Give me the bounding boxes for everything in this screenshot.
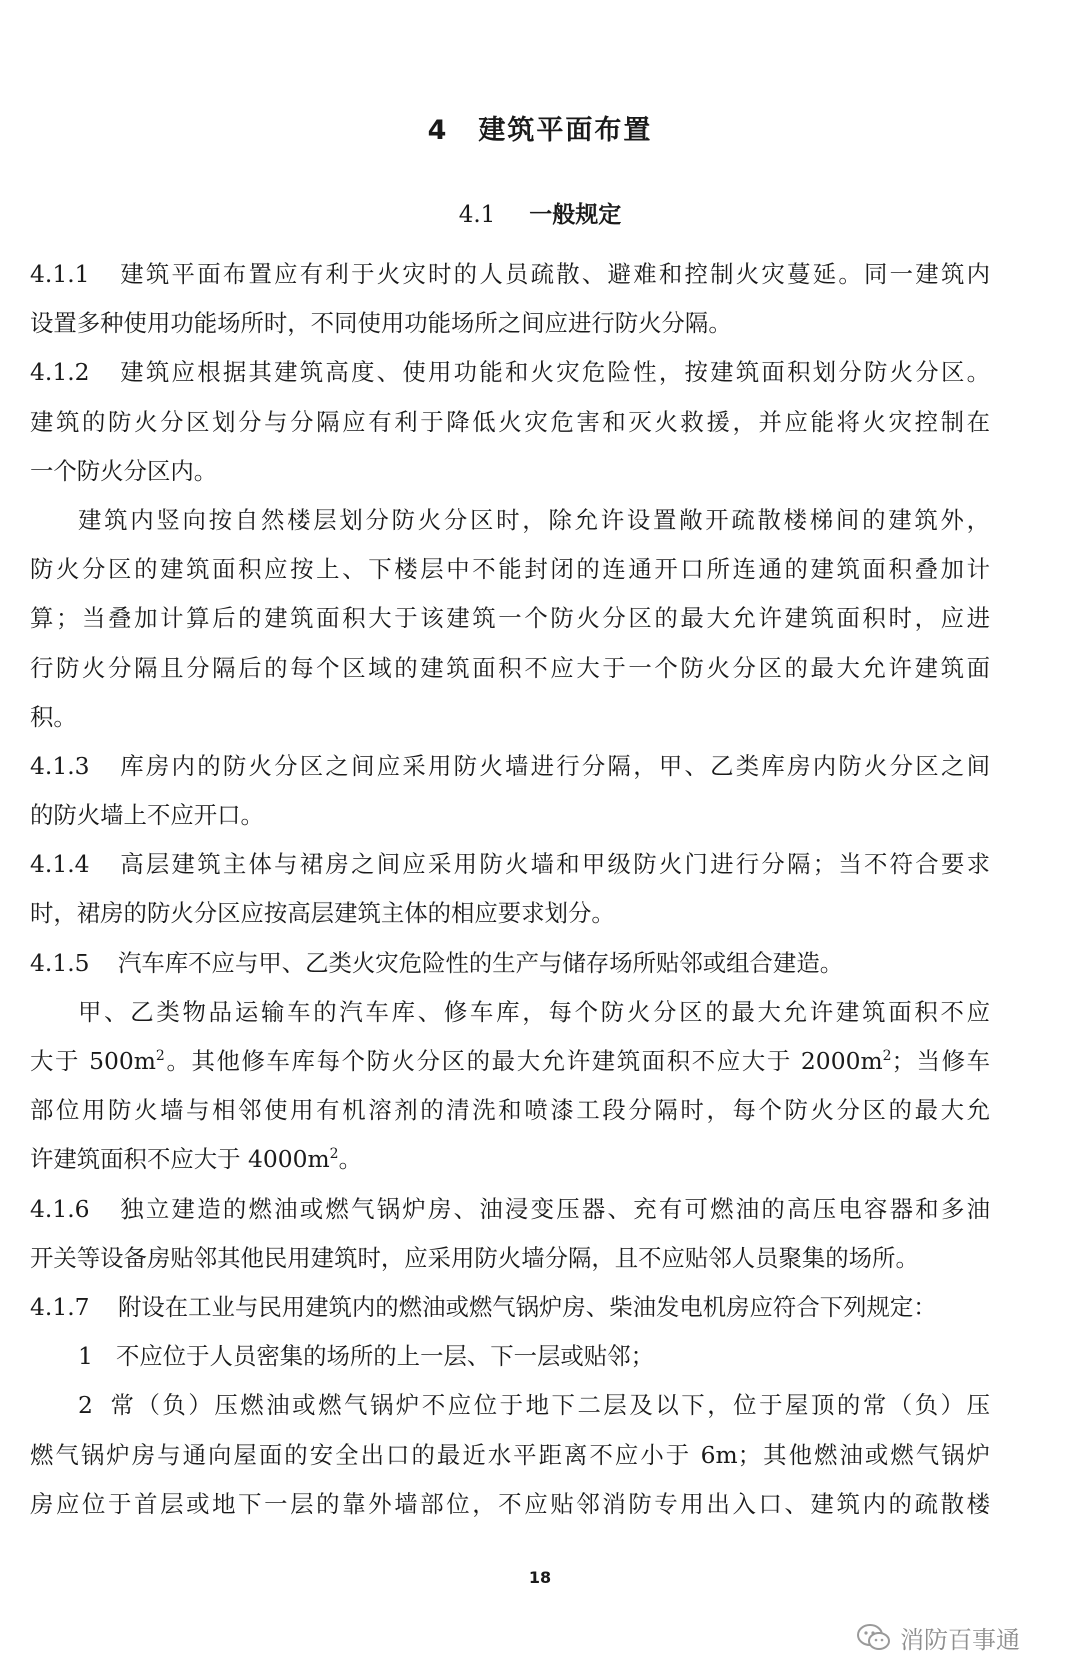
clause-4-1-2-para2-line-3: 算；当叠加计算后的建筑面积大于该建筑一个防火分区的最大允许建筑面积时，应进 (30, 604, 990, 633)
clause-4-1-4-line-2: 时，裙房的防火分区应按高层建筑主体的相应要求划分。 (30, 899, 615, 928)
clause-4-1-3-line-2: 的防火墙上不应开口。 (30, 801, 264, 830)
clause-4-1-7-item-1: 1 不应位于人员密集的场所的上一层、下一层或贴邻； (30, 1332, 990, 1381)
chapter-title (0, 108, 1080, 147)
clause-4-1-1-line-2: 设置多种使用功能场所时，不同使用功能场所之间应进行防火分隔。 (30, 309, 732, 338)
clause-number: 4.1.6 (30, 1194, 90, 1223)
clause-4-1-2-line-1: 4.1.2 建筑应根据其建筑高度、使用功能和火灾危险性，按建筑面积划分防火分区。 (30, 348, 990, 397)
wechat-icon (856, 1623, 892, 1653)
clause-number: 4.1.7 (30, 1292, 90, 1321)
clause-4-1-6-line-1: 4.1.6 独立建造的燃油或燃气锅炉房、油浸变压器、充有可燃油的高压电容器和多油 (30, 1185, 990, 1234)
clause-number: 4.1.2 (30, 358, 90, 387)
clause-4-1-2-para2-line-1: 建筑内竖向按自然楼层划分防火分区时，除允许设置敞开疏散楼梯间的建筑外， (78, 505, 990, 534)
clause-4-1-3-line-1: 4.1.3 库房内的防火分区之间应采用防火墙进行分隔，甲、乙类库房内防火分区之间 (30, 742, 990, 791)
clause-4-1-7-line-1: 4.1.7 附设在工业与民用建筑内的燃油或燃气锅炉房、柴油发电机房应符合下列规定： (30, 1283, 990, 1332)
clause-4-1-2-para2-line-5: 积。 (30, 702, 77, 731)
clause-4-1-5-para2-line-2: 大于 $500m^2$。其他修车库每个防火分区的最大允许建筑面积不应大于 $2000m^2$；当修车 (30, 1047, 990, 1075)
clause-4-1-5-para2-line-4: 许建筑面积不应大于 $4000m^2$。 (30, 1145, 362, 1174)
list-item-number: 1 (78, 1342, 93, 1371)
clause-number: 4.1.1 (30, 260, 90, 288)
page-number: 18 (528, 1568, 552, 1587)
clause-4-1-7-item-2-line-2: 燃气锅炉房与通向屋面的安全出口的最近水平距离不应小于 6m；其他燃油或燃气锅炉 (30, 1440, 990, 1469)
list-item-number: 2 (78, 1391, 93, 1420)
watermark (856, 1620, 1020, 1655)
clause-4-1-5-line-1: 4.1.5 汽车库不应与甲、乙类火灾危险性的生产与储存场所贴邻或组合建造。 (30, 939, 990, 988)
clause-4-1-2-line-2: 建筑的防火分区划分与分隔应有利于降低火灾危害和灭火救援，并应能将火灾控制在 (30, 407, 990, 436)
clause-4-1-4-line-1: 4.1.4 高层建筑主体与裙房之间应采用防火墙和甲级防火门进行分隔；当不符合要求 (30, 840, 990, 889)
clause-4-1-1-line-1: 4.1.1 建筑平面布置应有利于火灾时的人员疏散、避难和控制火灾蔓延。同一建筑内 (30, 250, 990, 299)
clause-number: 4.1.5 (30, 948, 90, 977)
clause-4-1-7-item-2-line-3: 房应位于首层或地下一层的靠外墙部位，不应贴邻消防专用出入口、建筑内的疏散楼 (30, 1489, 990, 1518)
chapter-heading: 建筑平面布置 (478, 115, 653, 146)
clause-4-1-5-para2-line-1: 甲、乙类物品运输车的汽车库、修车库，每个防火分区的最大允许建筑面积不应 (78, 997, 990, 1026)
section-number: 4.1 (458, 202, 496, 228)
section-heading: 一般规定 (529, 202, 622, 228)
clause-4-1-2-line-3: 一个防火分区内。 (30, 456, 218, 485)
watermark-text: 消防百事通 (900, 1626, 1020, 1654)
clause-4-1-2-para2-line-2: 防火分区的建筑面积应按上、下楼层中不能封闭的连通开口所连通的建筑面积叠加计 (30, 555, 990, 584)
clause-4-1-5-para2-line-3: 部位用防火墙与相邻使用有机溶剂的清洗和喷漆工段分隔时，每个防火分区的最大允 (30, 1096, 990, 1125)
document-body (30, 250, 990, 1529)
clause-4-1-7-item-2-line-1: 2 常（负）压燃油或燃气锅炉不应位于地下二层及以下，位于屋顶的常（负）压 (30, 1381, 990, 1430)
clause-number: 4.1.3 (30, 751, 90, 780)
clause-4-1-2-para2-line-4: 行防火分隔且分隔后的每个区域的建筑面积不应大于一个防火分区的最大允许建筑面 (30, 653, 990, 682)
chapter-number: 4 (427, 115, 449, 146)
clause-4-1-6-line-2: 开关等设备房贴邻其他民用建筑时，应采用防火墙分隔，且不应贴邻人员聚集的场所。 (30, 1243, 919, 1272)
section-title (0, 196, 1080, 229)
clause-number: 4.1.4 (30, 850, 90, 879)
